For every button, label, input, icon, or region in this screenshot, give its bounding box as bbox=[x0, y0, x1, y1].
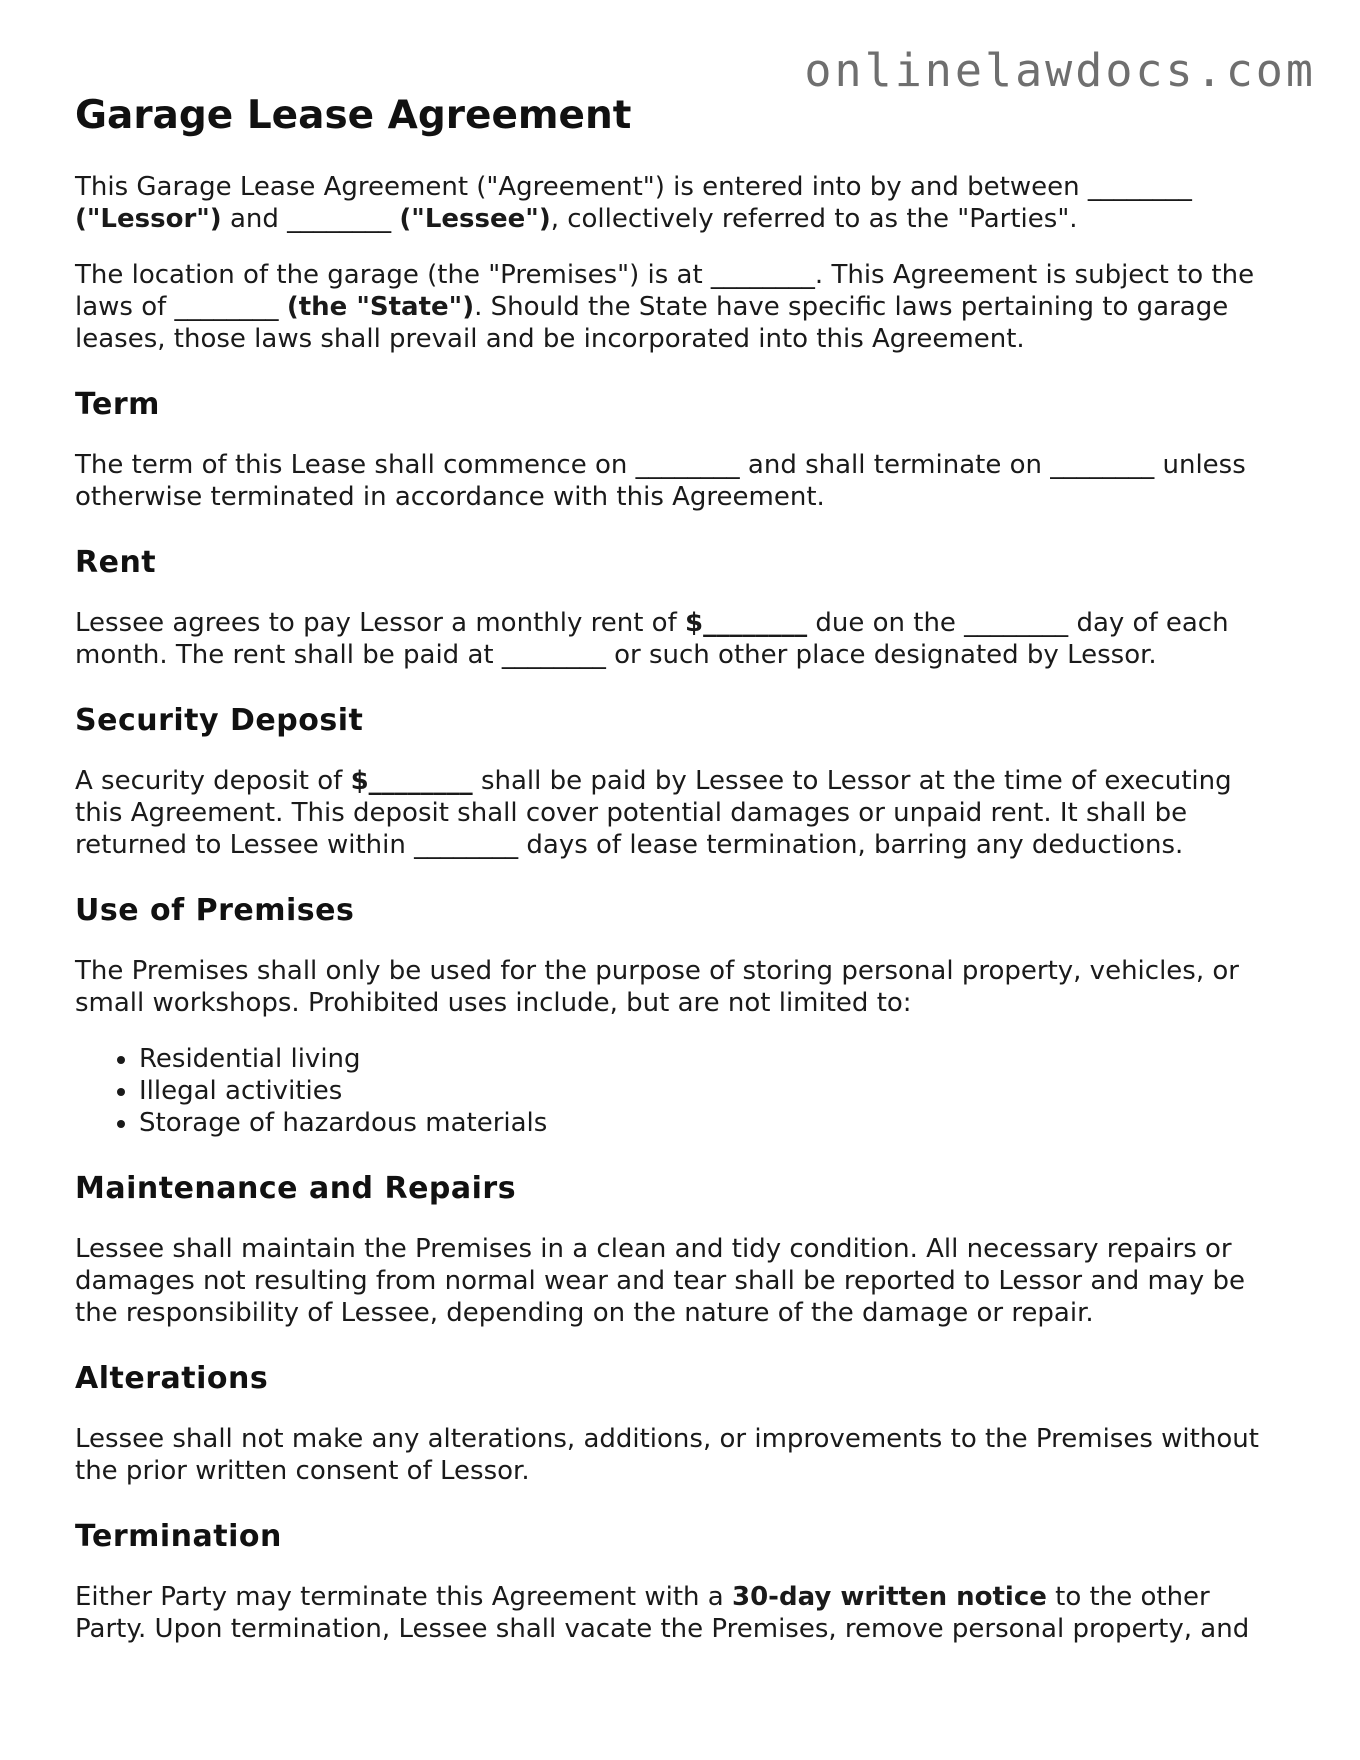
term-paragraph: The term of this Lease shall commence on ________ and shall terminate on ________ unless otherwise terminated in accordance with this Agreement. bbox=[75, 450, 1246, 512]
term-heading: Term bbox=[75, 387, 160, 422]
alterations-paragraph: Lessee shall not make any alterations, additions, or improvements to the Premises without the prior written consent of Lessor. bbox=[75, 1424, 1259, 1486]
prohibited-uses-list bbox=[75, 1043, 1285, 1139]
rent-amount: $________ bbox=[685, 608, 808, 638]
document-title: Garage Lease Agreement bbox=[75, 93, 632, 138]
site-watermark: onlinelawdocs.com bbox=[804, 44, 1316, 97]
lessor-label: ("Lessor") bbox=[75, 204, 222, 234]
deposit-amount: $________ bbox=[350, 766, 473, 796]
document-page bbox=[75, 88, 1285, 1669]
rent-text-2: due on the ________ day of each month. The rent shall be paid at ________ or such other place designated by Lessor. bbox=[75, 608, 1229, 670]
security-deposit-heading: Security Deposit bbox=[75, 703, 364, 738]
termination-heading: Termination bbox=[75, 1519, 282, 1554]
maintenance-paragraph: Lessee shall maintain the Premises in a clean and tidy condition. All necessary repairs or damages not resulting from normal wear and tear shall be reported to Lessor and may be the responsibility of Lessee, depending on the nature of the damage or repair. bbox=[75, 1234, 1245, 1328]
lessee-label: ("Lessee") bbox=[399, 204, 551, 234]
list-item: • Residential living bbox=[139, 1043, 1285, 1075]
intro-text-3: , collectively referred to as the "Parties". bbox=[550, 204, 1078, 234]
security-text-1: A security deposit of bbox=[75, 766, 351, 796]
maintenance-heading: Maintenance and Repairs bbox=[75, 1171, 517, 1206]
termination-paragraph bbox=[75, 1581, 1285, 1645]
use-of-premises-heading: Use of Premises bbox=[75, 893, 355, 928]
intro-text-1: This Garage Lease Agreement ("Agreement") is entered into by and between ________ bbox=[75, 172, 1192, 202]
intro-text-2: and ________ bbox=[221, 204, 400, 234]
intro-paragraph bbox=[75, 171, 1285, 235]
state-label: (the "State") bbox=[286, 292, 475, 322]
security-text-2: shall be paid by Lessee to Lessor at the time of executing this Agreement. This deposit shall cover potential damages or unpaid rent. It shall be returned to Lessee within ________ days of lease termination, barring any deductions. bbox=[75, 766, 1232, 860]
termination-text-1: Either Party may terminate this Agreement with a bbox=[75, 1582, 732, 1612]
rent-heading: Rent bbox=[75, 545, 157, 580]
security-deposit-paragraph bbox=[75, 765, 1285, 861]
termination-text-2: to the other Party. Upon termination, Lessee shall vacate the Premises, remove personal property, and bbox=[75, 1582, 1250, 1644]
location-paragraph bbox=[75, 259, 1285, 355]
list-item: • Storage of hazardous materials bbox=[139, 1107, 1285, 1139]
use-of-premises-paragraph: The Premises shall only be used for the purpose of storing personal property, vehicles, or small workshops. Prohibited uses include, but are not limited to: bbox=[75, 956, 1239, 1018]
rent-paragraph bbox=[75, 607, 1285, 671]
location-text-1: The location of the garage (the "Premises") is at ________. This Agreement is subject to the laws of ________ bbox=[75, 260, 1255, 322]
rent-text-1: Lessee agrees to pay Lessor a monthly rent of bbox=[75, 608, 685, 638]
location-text-2: . Should the State have specific laws pertaining to garage leases, those laws shall prevail and be incorporated into this Agreement. bbox=[75, 292, 1229, 354]
notice-period: 30-day written notice bbox=[732, 1582, 1047, 1612]
alterations-heading: Alterations bbox=[75, 1361, 269, 1396]
list-item: • Illegal activities bbox=[139, 1075, 1285, 1107]
